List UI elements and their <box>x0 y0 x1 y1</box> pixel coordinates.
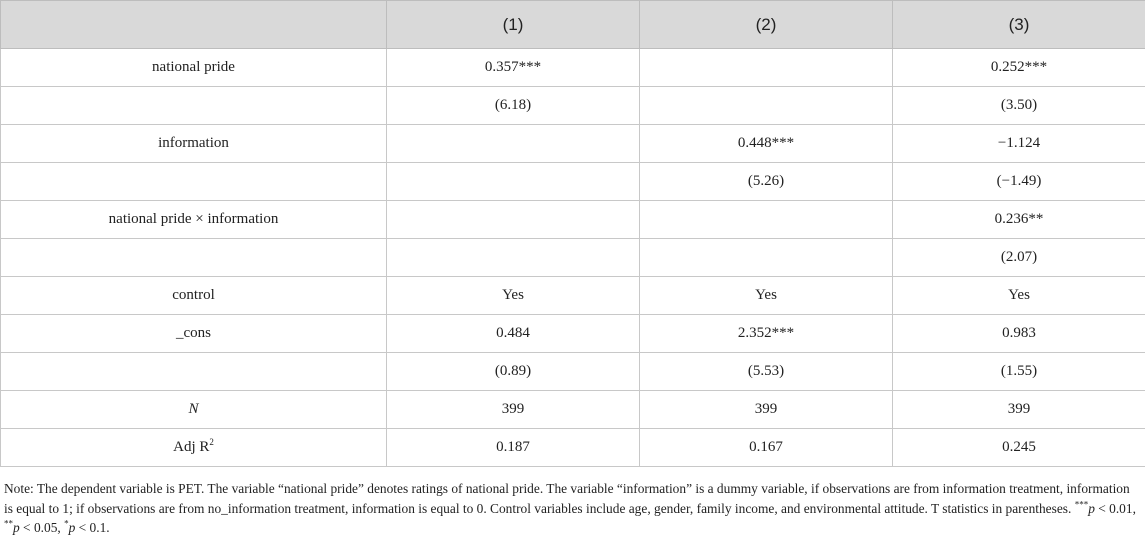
cell-model-1: 0.187 <box>387 429 640 467</box>
row-label <box>1 163 387 201</box>
cell-model-3: 0.236** <box>893 201 1145 239</box>
row-label: national pride <box>1 49 387 87</box>
sig-text-1: < 0.01, <box>1094 500 1136 516</box>
p-symbol: p <box>1088 500 1095 516</box>
cell-model-3: (1.55) <box>893 353 1145 391</box>
table-row <box>1 87 1145 125</box>
cell-model-3: 0.252*** <box>893 49 1145 87</box>
cell-model-1: Yes <box>387 277 640 315</box>
cell-model-2: Yes <box>640 277 893 315</box>
table-row <box>1 353 1145 391</box>
p-symbol: p <box>68 520 76 535</box>
table-note <box>4 479 1140 538</box>
row-label-text: N <box>188 401 199 417</box>
table-row <box>1 315 1145 353</box>
cell-model-3: Yes <box>893 277 1145 315</box>
p-symbol: p <box>13 520 20 535</box>
cell-model-3: (3.50) <box>893 87 1145 125</box>
table-row <box>1 277 1145 315</box>
header-cell-model-3: (3) <box>893 1 1145 49</box>
row-label <box>1 239 387 277</box>
table-row <box>1 391 1145 429</box>
cell-model-1 <box>387 125 640 163</box>
table-row <box>1 239 1145 277</box>
superscript: 2 <box>209 437 214 447</box>
cell-model-2 <box>640 87 893 125</box>
cell-model-3: 399 <box>893 391 1145 429</box>
table-header-row <box>1 1 1145 49</box>
sig-stars-2: ** <box>4 518 13 529</box>
cell-model-2 <box>640 49 893 87</box>
cell-model-1: 399 <box>387 391 640 429</box>
row-label: information <box>1 125 387 163</box>
cell-model-3: −1.124 <box>893 125 1145 163</box>
header-cell-model-1: (1) <box>387 1 640 49</box>
table-row <box>1 163 1145 201</box>
cell-model-2: 0.167 <box>640 429 893 467</box>
cell-model-1: 0.357*** <box>387 49 640 87</box>
row-label: control <box>1 277 387 315</box>
cell-model-3: 0.983 <box>893 315 1145 353</box>
cell-model-1: (0.89) <box>387 353 640 391</box>
cell-model-1 <box>387 163 640 201</box>
header-cell-blank <box>1 1 387 49</box>
table-row <box>1 201 1145 239</box>
table-row <box>1 125 1145 163</box>
cell-model-2 <box>640 201 893 239</box>
cell-model-1 <box>387 201 640 239</box>
cell-model-1: 0.484 <box>387 315 640 353</box>
sig-stars-3: * <box>64 518 69 529</box>
row-label: national pride × information <box>1 201 387 239</box>
cell-model-2: (5.53) <box>640 353 893 391</box>
cell-model-1 <box>387 239 640 277</box>
cell-model-2: 2.352*** <box>640 315 893 353</box>
table-row <box>1 49 1145 87</box>
row-label-text: Adj R <box>173 439 210 455</box>
row-label <box>1 391 387 429</box>
cell-model-3: (−1.49) <box>893 163 1145 201</box>
cell-model-3: (2.07) <box>893 239 1145 277</box>
sig-stars-1: *** <box>1074 499 1089 510</box>
note-text: Note: The dependent variable is PET. The variable “national pride” denotes ratings of national pride. The variable “information” is a dummy variable, if observations are from information treatment, information is equal to 1; if observations are from no_information treatment, information is equal to 0. Control variables include age, gender, family income, and environmental attitude. T statistics in parentheses. <box>4 481 1130 516</box>
sig-text-3: < 0.1. <box>75 520 110 535</box>
row-label <box>1 353 387 391</box>
sig-text-2: < 0.05, <box>19 520 65 535</box>
cell-model-3: 0.245 <box>893 429 1145 467</box>
cell-model-1: (6.18) <box>387 87 640 125</box>
row-label: _cons <box>1 315 387 353</box>
cell-model-2: 399 <box>640 391 893 429</box>
row-label <box>1 429 387 467</box>
table-row <box>1 429 1145 467</box>
cell-model-2: 0.448*** <box>640 125 893 163</box>
cell-model-2 <box>640 239 893 277</box>
header-cell-model-2: (2) <box>640 1 893 49</box>
cell-model-2: (5.26) <box>640 163 893 201</box>
row-label <box>1 87 387 125</box>
